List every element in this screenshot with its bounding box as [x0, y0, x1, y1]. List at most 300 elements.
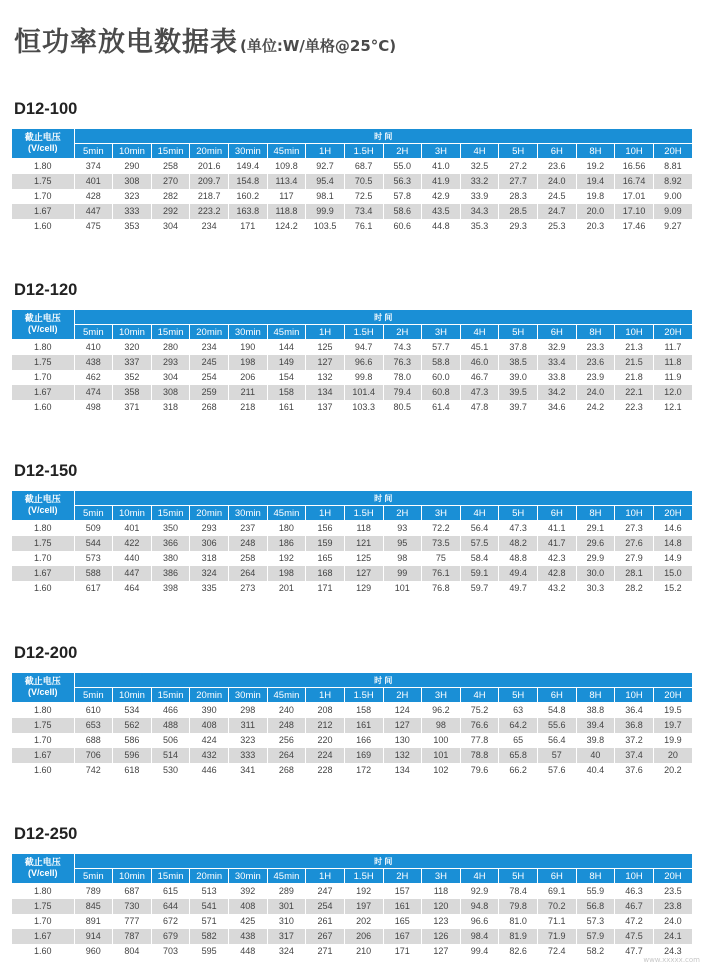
power-cell: 33.9 — [460, 189, 499, 204]
power-cell: 76.3 — [383, 355, 422, 370]
power-cell: 64.2 — [499, 718, 538, 733]
power-cell: 25.3 — [538, 219, 577, 234]
power-cell: 488 — [151, 718, 190, 733]
power-cell: 254 — [306, 899, 345, 914]
power-cell: 845 — [74, 899, 113, 914]
corner-header — [12, 491, 74, 520]
power-cell: 401 — [113, 520, 152, 536]
power-cell: 234 — [190, 219, 229, 234]
power-cell: 30.3 — [576, 581, 615, 596]
column-header: 45min — [267, 688, 306, 703]
power-cell: 29.3 — [499, 219, 538, 234]
power-cell: 56.4 — [460, 520, 499, 536]
time-header: 时 间 — [74, 673, 692, 688]
power-cell: 34.2 — [538, 385, 577, 400]
power-cell: 172 — [344, 763, 383, 778]
table-row — [12, 520, 692, 536]
power-cell: 422 — [113, 536, 152, 551]
voltage-cell: 1.80 — [12, 702, 74, 718]
power-cell: 96.6 — [344, 355, 383, 370]
column-header: 20min — [190, 869, 229, 884]
power-cell: 41.9 — [422, 174, 461, 189]
column-header: 5min — [74, 688, 113, 703]
power-cell: 14.6 — [653, 520, 692, 536]
voltage-cell: 1.60 — [12, 763, 74, 778]
column-header: 2H — [383, 869, 422, 884]
power-cell: 35.3 — [460, 219, 499, 234]
power-cell: 201 — [267, 581, 306, 596]
power-cell: 530 — [151, 763, 190, 778]
power-cell: 12.0 — [653, 385, 692, 400]
power-cell: 49.4 — [499, 566, 538, 581]
power-cell: 56.4 — [538, 733, 577, 748]
voltage-cell: 1.70 — [12, 733, 74, 748]
power-cell: 39.7 — [499, 400, 538, 415]
power-cell: 33.2 — [460, 174, 499, 189]
power-cell: 30.0 — [576, 566, 615, 581]
power-cell: 425 — [229, 914, 268, 929]
power-cell: 248 — [267, 718, 306, 733]
power-cell: 96.2 — [422, 702, 461, 718]
voltage-cell: 1.75 — [12, 536, 74, 551]
power-cell: 23.6 — [538, 158, 577, 174]
table-row — [12, 702, 692, 718]
power-cell: 324 — [267, 944, 306, 959]
table-row — [12, 566, 692, 581]
power-cell: 127 — [344, 566, 383, 581]
power-cell: 42.8 — [538, 566, 577, 581]
power-cell: 268 — [267, 763, 306, 778]
power-cell: 28.5 — [499, 204, 538, 219]
power-cell: 254 — [190, 370, 229, 385]
power-cell: 124 — [383, 702, 422, 718]
power-cell: 101.4 — [344, 385, 383, 400]
column-header: 30min — [229, 869, 268, 884]
power-cell: 96.6 — [460, 914, 499, 929]
power-cell: 99.8 — [344, 370, 383, 385]
power-cell: 34.6 — [538, 400, 577, 415]
watermark: www.xxxxx.com — [643, 956, 700, 964]
power-cell: 65.8 — [499, 748, 538, 763]
power-cell: 447 — [74, 204, 113, 219]
column-header: 45min — [267, 144, 306, 159]
power-cell: 161 — [383, 899, 422, 914]
power-cell: 158 — [344, 702, 383, 718]
power-cell: 28.3 — [499, 189, 538, 204]
power-cell: 99 — [383, 566, 422, 581]
table-row — [12, 536, 692, 551]
power-cell: 237 — [229, 520, 268, 536]
power-cell: 17.01 — [615, 189, 654, 204]
time-header: 时 间 — [74, 310, 692, 325]
power-cell: 474 — [74, 385, 113, 400]
table-section-d12-150 — [12, 460, 692, 596]
power-cell: 37.2 — [615, 733, 654, 748]
power-cell: 223.2 — [190, 204, 229, 219]
corner-header — [12, 673, 74, 702]
power-cell: 280 — [151, 339, 190, 355]
power-cell: 271 — [306, 944, 345, 959]
power-cell: 20 — [653, 748, 692, 763]
power-cell: 777 — [113, 914, 152, 929]
power-cell: 323 — [229, 733, 268, 748]
power-cell: 55.0 — [383, 158, 422, 174]
column-header: 45min — [267, 325, 306, 340]
power-cell: 41.7 — [538, 536, 577, 551]
power-cell: 46.3 — [615, 883, 654, 899]
power-cell: 24.0 — [576, 385, 615, 400]
power-cell: 789 — [74, 883, 113, 899]
power-cell: 617 — [74, 581, 113, 596]
power-cell: 65 — [499, 733, 538, 748]
power-cell: 206 — [229, 370, 268, 385]
power-cell: 23.9 — [576, 370, 615, 385]
column-header: 6H — [538, 688, 577, 703]
power-cell: 408 — [229, 899, 268, 914]
power-cell: 98.1 — [306, 189, 345, 204]
power-cell: 335 — [190, 581, 229, 596]
power-cell: 290 — [113, 158, 152, 174]
power-cell: 32.5 — [460, 158, 499, 174]
power-cell: 48.8 — [499, 551, 538, 566]
power-cell: 506 — [151, 733, 190, 748]
power-cell: 513 — [190, 883, 229, 899]
column-header: 4H — [460, 325, 499, 340]
power-cell: 47.5 — [615, 929, 654, 944]
discharge-table — [12, 854, 692, 959]
table-row — [12, 883, 692, 899]
power-cell: 120 — [422, 899, 461, 914]
corner-label-line2: (V/cell) — [27, 687, 58, 698]
section-title: D12-200 — [14, 644, 78, 662]
discharge-table — [12, 491, 692, 596]
voltage-cell: 1.70 — [12, 914, 74, 929]
power-cell: 127 — [422, 944, 461, 959]
voltage-cell: 1.60 — [12, 400, 74, 415]
table-section-d12-200 — [12, 642, 692, 778]
power-cell: 11.8 — [653, 355, 692, 370]
power-cell: 57.7 — [422, 339, 461, 355]
column-header: 30min — [229, 506, 268, 521]
power-cell: 562 — [113, 718, 152, 733]
power-cell: 59.1 — [460, 566, 499, 581]
power-cell: 298 — [229, 702, 268, 718]
column-header: 5H — [499, 325, 538, 340]
power-cell: 245 — [190, 355, 229, 370]
power-cell: 218 — [229, 400, 268, 415]
power-cell: 218.7 — [190, 189, 229, 204]
power-cell: 15.0 — [653, 566, 692, 581]
power-cell: 17.46 — [615, 219, 654, 234]
power-cell: 165 — [306, 551, 345, 566]
column-header: 2H — [383, 688, 422, 703]
table-row — [12, 204, 692, 219]
power-cell: 156 — [306, 520, 345, 536]
power-cell: 134 — [306, 385, 345, 400]
power-cell: 408 — [190, 718, 229, 733]
power-cell: 127 — [383, 718, 422, 733]
power-cell: 57.9 — [576, 929, 615, 944]
power-cell: 20.2 — [653, 763, 692, 778]
table-row — [12, 929, 692, 944]
power-cell: 74.3 — [383, 339, 422, 355]
power-cell: 401 — [74, 174, 113, 189]
column-header: 45min — [267, 506, 306, 521]
power-cell: 256 — [267, 733, 306, 748]
power-cell: 130 — [383, 733, 422, 748]
power-cell: 264 — [229, 566, 268, 581]
voltage-cell: 1.60 — [12, 219, 74, 234]
power-cell: 23.5 — [653, 883, 692, 899]
power-cell: 171 — [383, 944, 422, 959]
power-cell: 118.8 — [267, 204, 306, 219]
power-cell: 163.8 — [229, 204, 268, 219]
power-cell: 76.6 — [460, 718, 499, 733]
power-cell: 192 — [344, 883, 383, 899]
column-header: 15min — [151, 325, 190, 340]
power-cell: 61.4 — [422, 400, 461, 415]
power-cell: 320 — [113, 339, 152, 355]
power-cell: 259 — [190, 385, 229, 400]
table-section-d12-120 — [12, 279, 692, 415]
power-cell: 19.7 — [653, 718, 692, 733]
power-cell: 268 — [190, 400, 229, 415]
corner-label-line1: 截止电压 — [24, 494, 61, 505]
power-cell: 960 — [74, 944, 113, 959]
power-cell: 29.6 — [576, 536, 615, 551]
power-cell: 318 — [151, 400, 190, 415]
power-cell: 341 — [229, 763, 268, 778]
column-header: 10H — [615, 506, 654, 521]
power-cell: 424 — [190, 733, 229, 748]
column-header: 2H — [383, 144, 422, 159]
column-header: 3H — [422, 325, 461, 340]
column-header: 5min — [74, 144, 113, 159]
voltage-cell: 1.80 — [12, 883, 74, 899]
power-cell: 79.6 — [460, 763, 499, 778]
voltage-cell: 1.80 — [12, 158, 74, 174]
column-header: 8H — [576, 869, 615, 884]
power-cell: 703 — [151, 944, 190, 959]
column-header: 6H — [538, 325, 577, 340]
power-cell: 56.8 — [576, 899, 615, 914]
voltage-cell: 1.75 — [12, 718, 74, 733]
power-cell: 99.9 — [306, 204, 345, 219]
power-cell: 12.1 — [653, 400, 692, 415]
column-header: 1H — [306, 144, 345, 159]
power-cell: 190 — [229, 339, 268, 355]
table-row — [12, 189, 692, 204]
corner-label-line2: (V/cell) — [27, 868, 58, 879]
power-cell: 440 — [113, 551, 152, 566]
table-row — [12, 748, 692, 763]
power-cell: 198 — [229, 355, 268, 370]
power-cell: 66.2 — [499, 763, 538, 778]
column-header: 15min — [151, 869, 190, 884]
power-cell: 23.8 — [653, 899, 692, 914]
column-header: 1.5H — [344, 688, 383, 703]
column-header: 30min — [229, 688, 268, 703]
power-cell: 73.4 — [344, 204, 383, 219]
power-cell: 264 — [267, 748, 306, 763]
table-row — [12, 339, 692, 355]
power-cell: 541 — [190, 899, 229, 914]
power-cell: 39.8 — [576, 733, 615, 748]
power-cell: 39.4 — [576, 718, 615, 733]
column-header: 20min — [190, 688, 229, 703]
power-cell: 448 — [229, 944, 268, 959]
column-header: 1H — [306, 325, 345, 340]
power-cell: 596 — [113, 748, 152, 763]
power-cell: 78.4 — [499, 883, 538, 899]
voltage-cell: 1.60 — [12, 944, 74, 959]
column-header: 3H — [422, 506, 461, 521]
power-cell: 318 — [190, 551, 229, 566]
power-cell: 464 — [113, 581, 152, 596]
power-cell: 573 — [74, 551, 113, 566]
column-header: 8H — [576, 506, 615, 521]
corner-label-line1: 截止电压 — [24, 857, 61, 868]
power-cell: 8.81 — [653, 158, 692, 174]
power-cell: 240 — [267, 702, 306, 718]
power-cell: 618 — [113, 763, 152, 778]
power-cell: 353 — [113, 219, 152, 234]
power-cell: 301 — [267, 899, 306, 914]
corner-label-line1: 截止电压 — [24, 676, 61, 687]
power-cell: 160.2 — [229, 189, 268, 204]
power-cell: 41.1 — [538, 520, 577, 536]
power-cell: 57 — [538, 748, 577, 763]
power-cell: 914 — [74, 929, 113, 944]
power-cell: 24.7 — [538, 204, 577, 219]
power-cell: 514 — [151, 748, 190, 763]
power-cell: 166 — [344, 733, 383, 748]
power-cell: 22.3 — [615, 400, 654, 415]
column-header: 10min — [113, 869, 152, 884]
power-cell: 60.8 — [422, 385, 461, 400]
power-cell: 60.6 — [383, 219, 422, 234]
power-cell: 94.8 — [460, 899, 499, 914]
table-section-d12-100 — [12, 98, 692, 234]
power-cell: 350 — [151, 520, 190, 536]
power-cell: 475 — [74, 219, 113, 234]
power-cell: 78.0 — [383, 370, 422, 385]
power-cell: 154 — [267, 370, 306, 385]
power-cell: 19.2 — [576, 158, 615, 174]
power-cell: 37.8 — [499, 339, 538, 355]
corner-label-line1: 截止电压 — [24, 313, 61, 324]
power-cell: 100 — [422, 733, 461, 748]
power-cell: 72.5 — [344, 189, 383, 204]
power-cell: 333 — [229, 748, 268, 763]
power-cell: 39.0 — [499, 370, 538, 385]
power-cell: 392 — [229, 883, 268, 899]
power-cell: 124.2 — [267, 219, 306, 234]
power-cell: 209.7 — [190, 174, 229, 189]
power-cell: 36.4 — [615, 702, 654, 718]
power-cell: 103.3 — [344, 400, 383, 415]
power-cell: 14.9 — [653, 551, 692, 566]
power-cell: 462 — [74, 370, 113, 385]
table-row — [12, 400, 692, 415]
voltage-cell: 1.67 — [12, 204, 74, 219]
table-row — [12, 158, 692, 174]
voltage-cell: 1.75 — [12, 174, 74, 189]
power-cell: 81.9 — [499, 929, 538, 944]
column-header: 4H — [460, 506, 499, 521]
section-title: D12-250 — [14, 825, 78, 843]
power-cell: 161 — [267, 400, 306, 415]
column-header: 8H — [576, 688, 615, 703]
power-cell: 787 — [113, 929, 152, 944]
power-cell: 688 — [74, 733, 113, 748]
power-cell: 282 — [151, 189, 190, 204]
column-header: 6H — [538, 869, 577, 884]
power-cell: 324 — [190, 566, 229, 581]
power-cell: 47.2 — [615, 914, 654, 929]
discharge-table — [12, 673, 692, 778]
corner-label-line2: (V/cell) — [27, 143, 58, 154]
column-header: 10H — [615, 869, 654, 884]
power-cell: 149.4 — [229, 158, 268, 174]
power-cell: 366 — [151, 536, 190, 551]
power-cell: 198 — [267, 566, 306, 581]
power-cell: 258 — [229, 551, 268, 566]
page-title — [14, 20, 396, 59]
voltage-cell: 1.70 — [12, 370, 74, 385]
power-cell: 358 — [113, 385, 152, 400]
power-cell: 71.9 — [538, 929, 577, 944]
power-cell: 644 — [151, 899, 190, 914]
power-cell: 197 — [344, 899, 383, 914]
power-cell: 24.0 — [653, 914, 692, 929]
power-cell: 438 — [229, 929, 268, 944]
column-header: 10min — [113, 688, 152, 703]
column-header: 45min — [267, 869, 306, 884]
power-cell: 98 — [422, 718, 461, 733]
power-cell: 42.3 — [538, 551, 577, 566]
power-cell: 206 — [344, 929, 383, 944]
column-header: 1H — [306, 869, 345, 884]
power-cell: 40 — [576, 748, 615, 763]
power-cell: 595 — [190, 944, 229, 959]
table-row — [12, 551, 692, 566]
power-cell: 113.4 — [267, 174, 306, 189]
column-header: 20min — [190, 506, 229, 521]
power-cell: 27.7 — [499, 174, 538, 189]
column-header: 3H — [422, 869, 461, 884]
power-cell: 81.0 — [499, 914, 538, 929]
power-cell: 125 — [306, 339, 345, 355]
power-cell: 118 — [344, 520, 383, 536]
power-cell: 72.4 — [538, 944, 577, 959]
power-cell: 32.9 — [538, 339, 577, 355]
power-cell: 70.2 — [538, 899, 577, 914]
power-cell: 99.4 — [460, 944, 499, 959]
power-cell: 212 — [306, 718, 345, 733]
power-cell: 306 — [190, 536, 229, 551]
corner-label-line1: 截止电压 — [24, 132, 61, 143]
column-header: 20H — [653, 688, 692, 703]
power-cell: 16.56 — [615, 158, 654, 174]
power-cell: 34.3 — [460, 204, 499, 219]
corner-header — [12, 854, 74, 883]
power-cell: 22.1 — [615, 385, 654, 400]
power-cell: 292 — [151, 204, 190, 219]
power-cell: 46.7 — [615, 899, 654, 914]
power-cell: 446 — [190, 763, 229, 778]
column-header: 10H — [615, 325, 654, 340]
